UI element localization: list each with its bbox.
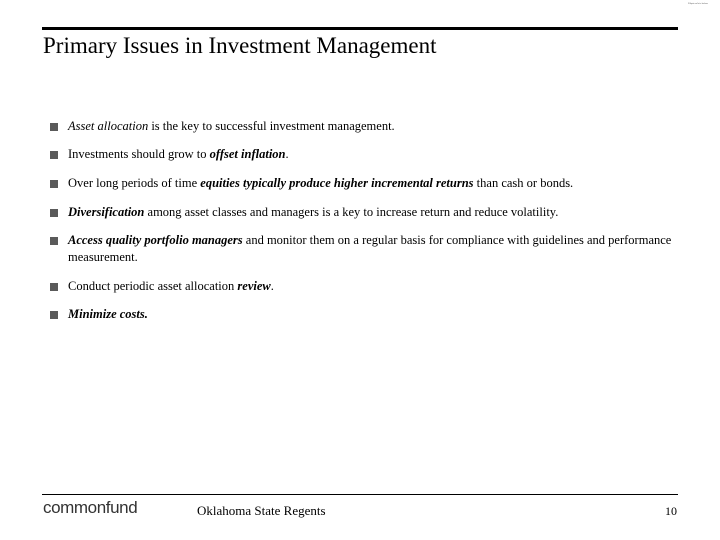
bullet-segment: and monitor them on a regular basis for compliance with guidelines and performance measurement. [68,233,672,264]
square-bullet-icon [50,180,58,188]
bullet-segment: among asset classes and managers is a key to increase return and reduce volatility. [144,205,559,219]
square-bullet-icon [50,209,58,217]
bullet-emphasis: offset inflation [209,147,286,161]
top-divider [42,27,678,30]
bullet-text [68,118,690,135]
square-bullet-icon [50,311,58,319]
square-bullet-icon [50,237,58,245]
bullet-emphasis: Minimize costs. [68,307,148,321]
bullet-text [68,306,690,323]
bullet-text [68,278,690,295]
bullet-emphasis: equities typically produce higher incremental returns [200,176,474,190]
bullet-text [68,146,690,163]
square-bullet-icon [50,283,58,291]
bullet-emphasis: Asset allocation [68,119,149,133]
bullet-text [68,204,690,221]
bullet-emphasis: Diversification [68,205,145,219]
bullet-emphasis: review [237,279,271,293]
footer-organization: Oklahoma State Regents [197,503,326,518]
square-bullet-icon [50,123,58,131]
commonfund-logo: commonfund [43,498,138,517]
page-number: 10 [665,504,677,518]
bullet-segment: . [270,279,274,293]
bullet-segment: Over long periods of time [68,176,201,190]
bullet-segment: than cash or bonds. [473,176,574,190]
slide-title: Primary Issues in Investment Management [43,33,437,58]
bullet-segment: Conduct periodic asset allocation [68,279,238,293]
header-note: Ellipsis cm Info Anchors [688,3,708,5]
bullet-segment: is the key to successful investment management. [148,119,395,133]
bullet-text [68,175,690,192]
bottom-divider [42,494,678,495]
bullet-segment: Investments should grow to [68,147,210,161]
square-bullet-icon [50,151,58,159]
bullet-emphasis: Access quality portfolio managers [68,233,243,247]
bullet-segment: . [285,147,289,161]
bullet-text [68,232,690,266]
